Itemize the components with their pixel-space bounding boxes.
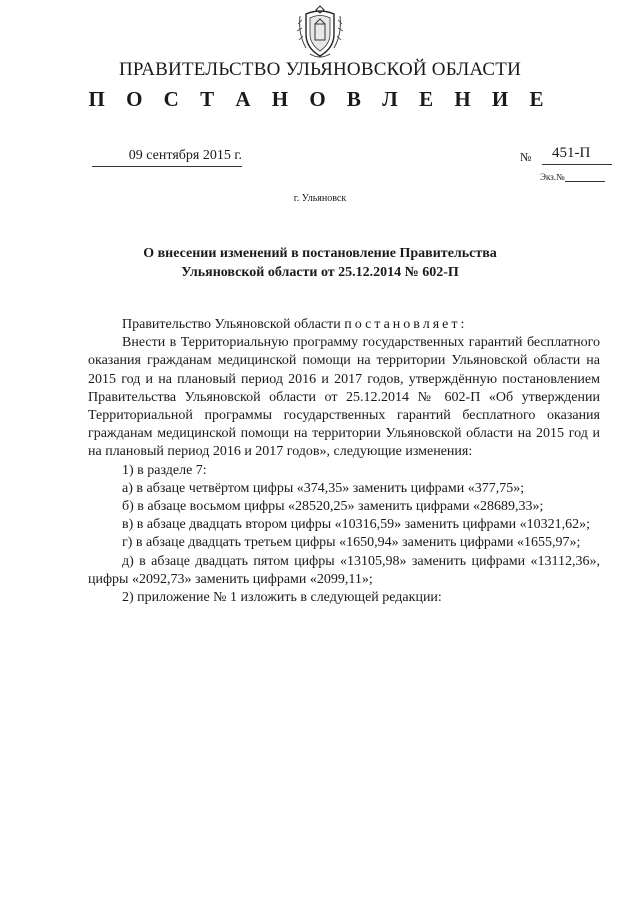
coat-of-arms-icon xyxy=(296,4,344,60)
copy-number-underline xyxy=(565,181,605,182)
government-title: ПРАВИТЕЛЬСТВО УЛЬЯНОВСКОЙ ОБЛАСТИ xyxy=(118,59,522,80)
subject-line-2: Ульяновской области от 25.12.2014 № 602-П xyxy=(181,265,459,280)
intro-lead: Правительство Ульяновской области xyxy=(122,317,345,332)
copy-number-label: Экз.№ xyxy=(540,172,565,182)
list-item-1a: а) в абзаце четвёртом цифры «374,35» заменить цифрами «377,75»; xyxy=(122,480,525,496)
date-underline xyxy=(92,166,242,167)
document-date: 09 сентября 2015 г. xyxy=(128,148,242,163)
document-subject xyxy=(60,244,580,282)
main-paragraph: Внести в Территориальную программу государственных гарантий бесплатного оказания гражданам медицинской помощи на территории Ульяновской области на 2015 год и на плановый период 2016 и 2017 годов, утверждённую постановлением Правительства Ульяновской области от 25.12.2014 № 602-П «Об утверждении Территориальной программы государственных гарантий бесплатного оказания гражданам медицинской помощи на территории Ульяновской области на 2015 год и на плановый период 2016 и 2017 годов», следующие изменения: xyxy=(88,335,600,460)
list-item-1e: д) в абзаце двадцать пятом цифры «13105,98» заменить цифрами «13112,36», цифры «2092,73» заменить цифрами «2099,11»; xyxy=(88,553,600,587)
document-type-title: П О С Т А Н О В Л Е Н И Е xyxy=(88,87,552,111)
document-body xyxy=(88,316,600,607)
list-item-2: 2) приложение № 1 изложить в следующей редакции: xyxy=(122,590,442,606)
city-label: г. Ульяновск xyxy=(293,193,347,204)
list-item-1d: г) в абзаце двадцать третьем цифры «1650,94» заменить цифрами «1655,97»; xyxy=(122,535,581,551)
list-item-1b: б) в абзаце восьмом цифры «28520,25» заменить цифрами «28689,33»; xyxy=(122,499,544,515)
subject-line-1: О внесении изменений в постановление Правительства xyxy=(143,246,497,261)
document-number: 451-П xyxy=(552,145,591,161)
intro-paragraph xyxy=(88,316,600,334)
list-item-1: 1) в разделе 7: xyxy=(122,462,207,478)
number-underline xyxy=(542,164,612,165)
number-prefix: № xyxy=(520,150,532,164)
intro-resolves: постановляет: xyxy=(344,317,468,332)
list-item-1c: в) в абзаце двадцать втором цифры «10316,59» заменить цифрами «10321,62»; xyxy=(122,517,590,533)
